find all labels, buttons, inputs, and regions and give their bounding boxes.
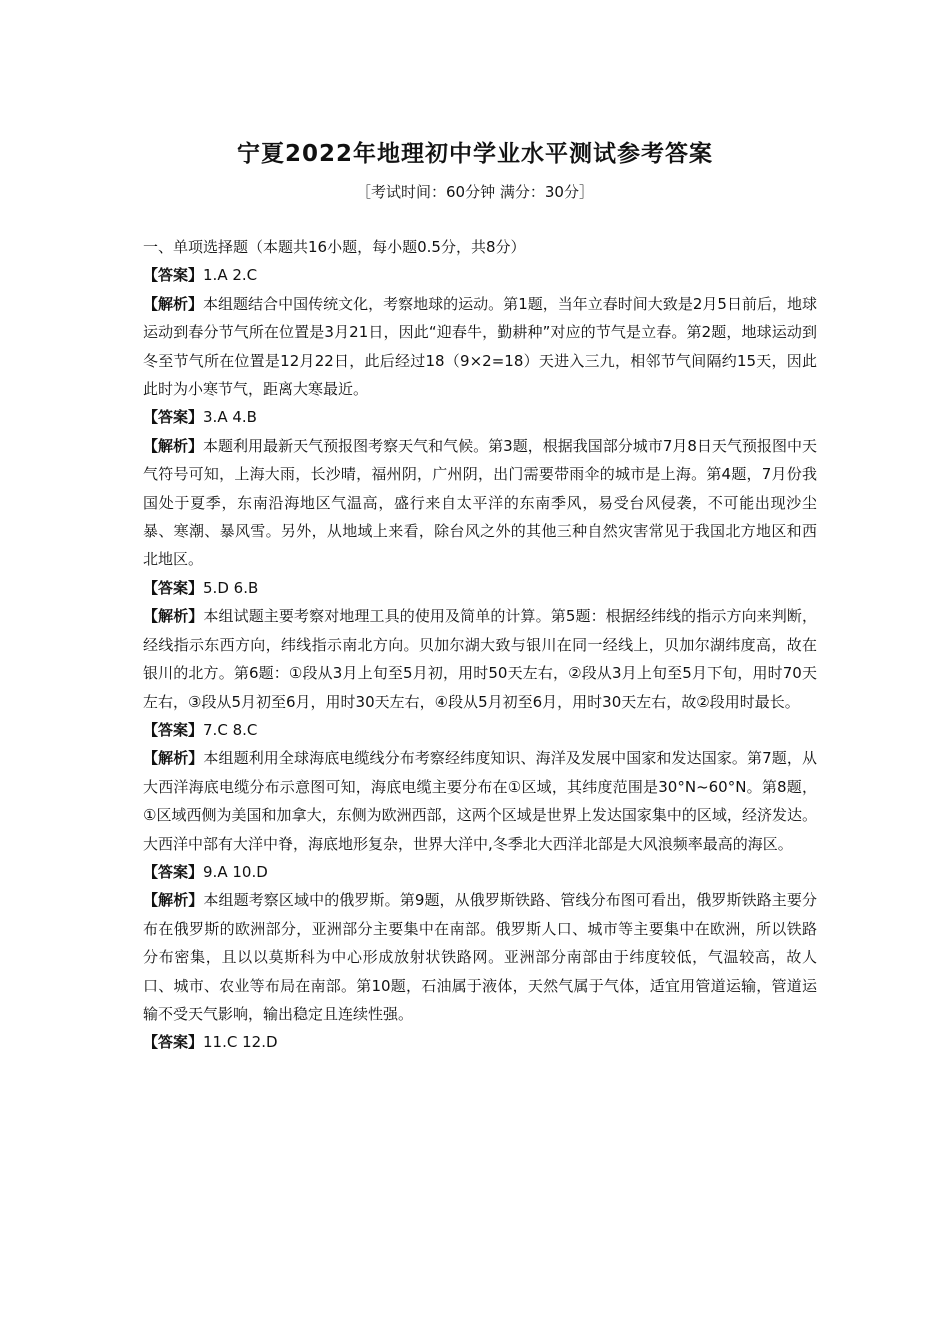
answer-line <box>143 403 817 431</box>
analysis-paragraph <box>143 602 817 716</box>
analysis-text: 本组题利用全球海底电缆线分布考察经纬度知识、海洋及发展中国家和发达国家。第7题，从大西洋海底电缆分布示意图可知，海底电缆主要分布在①区域，其纬度范围是30°N~60°N。第8题，①区域西侧为美国和加拿大，东侧为欧洲西部，这两个区域是世界上发达国家集中的区域，经济发达。大西洋中部有大洋中脊，海底地形复杂，世界大洋中,冬季北大西洋北部是大风浪频率最高的海区。 <box>143 749 817 853</box>
analysis-tag: 【解析】 <box>143 607 204 626</box>
answer-tag: 【答案】 <box>143 578 204 597</box>
analysis-paragraph <box>143 886 817 1028</box>
answer-value: 3.A 4.B <box>203 408 257 427</box>
analysis-text: 本组试题主要考察对地理工具的使用及简单的计算。第5题：根据经纬线的指示方向来判断，经线指示东西方向，纬线指示南北方向。贝加尔湖大致与银川在同一经线上，贝加尔湖纬度高，故在银川的北方。第6题：①段从3月上旬至5月初，用时50天左右，②段从3月上旬至5月下旬，用时70天左右，③段从5月初至6月，用时30天左右，④段从5月初至6月，用时30天左右，故②段用时最长。 <box>143 607 817 711</box>
answer-value: 1.A 2.C <box>203 266 258 285</box>
answer-value: 9.A 10.D <box>203 862 268 881</box>
analysis-paragraph <box>143 432 817 574</box>
analysis-text: 本组题结合中国传统文化，考察地球的运动。第1题，当年立春时间大致是2月5日前后，地球运动到春分节气所在位置是3月21日，因此“迎春牛，勤耕种”对应的节气是立春。第2题，地球运动到冬至节气所在位置是12月22日，此后经过18（9×2=18）天进入三九，相邻节气间隔约15天，因此此时为小寒节气，距离大寒最近。 <box>143 294 817 399</box>
document-title: 宁夏2022年地理初中学业水平测试参考答案 <box>236 141 713 167</box>
answer-tag: 【答案】 <box>143 720 204 739</box>
analysis-tag: 【解析】 <box>143 436 204 455</box>
answer-value: 11.C 12.D <box>203 1033 278 1052</box>
analysis-text: 本题利用最新天气预报图考察天气和气候。第3题，根据我国部分城市7月8日天气预报图中天气符号可知，上海大雨，长沙晴，福州阴，广州阴，出门需要带雨伞的城市是上海。第4题，7月份我国处于夏季，东南沿海地区气温高，盛行来自太平洋的东南季风，易受台风侵袭，不可能出现沙尘暴、寒潮、暴风雪。另外，从地域上来看，除台风之外的其他三种自然灾害常见于我国北方地区和西北地区。 <box>143 436 817 569</box>
answer-tag: 【答案】 <box>143 266 204 285</box>
answer-tag: 【答案】 <box>143 1033 204 1052</box>
analysis-paragraph <box>143 744 817 858</box>
analysis-tag: 【解析】 <box>143 294 204 313</box>
answer-value: 5.D 6.B <box>203 578 259 597</box>
answer-line <box>143 261 817 289</box>
analysis-text: 本组题考察区域中的俄罗斯。第9题，从俄罗斯铁路、管线分布图可看出，俄罗斯铁路主要分布在俄罗斯的欧洲部分，亚洲部分主要集中在南部。俄罗斯人口、城市等主要集中在欧洲，所以铁路分布密集，且以以莫斯科为中心形成放射状铁路网。亚洲部分南部由于纬度较低，气温较高，故人口、城市、农业等布局在南部。第10题，石油属于液体，天然气属于气体，适宜用管道运输，管道运输不受天气影响，输出稳定且连续性强。 <box>143 891 817 1023</box>
answer-line <box>143 574 817 602</box>
answer-line <box>143 716 817 744</box>
analysis-tag: 【解析】 <box>143 891 204 910</box>
analysis-tag: 【解析】 <box>143 749 204 768</box>
exam-info-subtitle: ［考试时间：60分钟 满分：30分］ <box>356 183 594 201</box>
analysis-paragraph <box>143 290 817 404</box>
answer-tag: 【答案】 <box>143 408 204 427</box>
section-heading: 一、单项选择题（本题共16小题，每小题0.5分，共8分） <box>143 238 526 256</box>
answer-line <box>143 858 817 886</box>
answer-tag: 【答案】 <box>143 862 204 881</box>
answer-value: 7.C 8.C <box>203 720 258 739</box>
answer-content <box>143 233 817 1057</box>
answer-line <box>143 1028 817 1056</box>
